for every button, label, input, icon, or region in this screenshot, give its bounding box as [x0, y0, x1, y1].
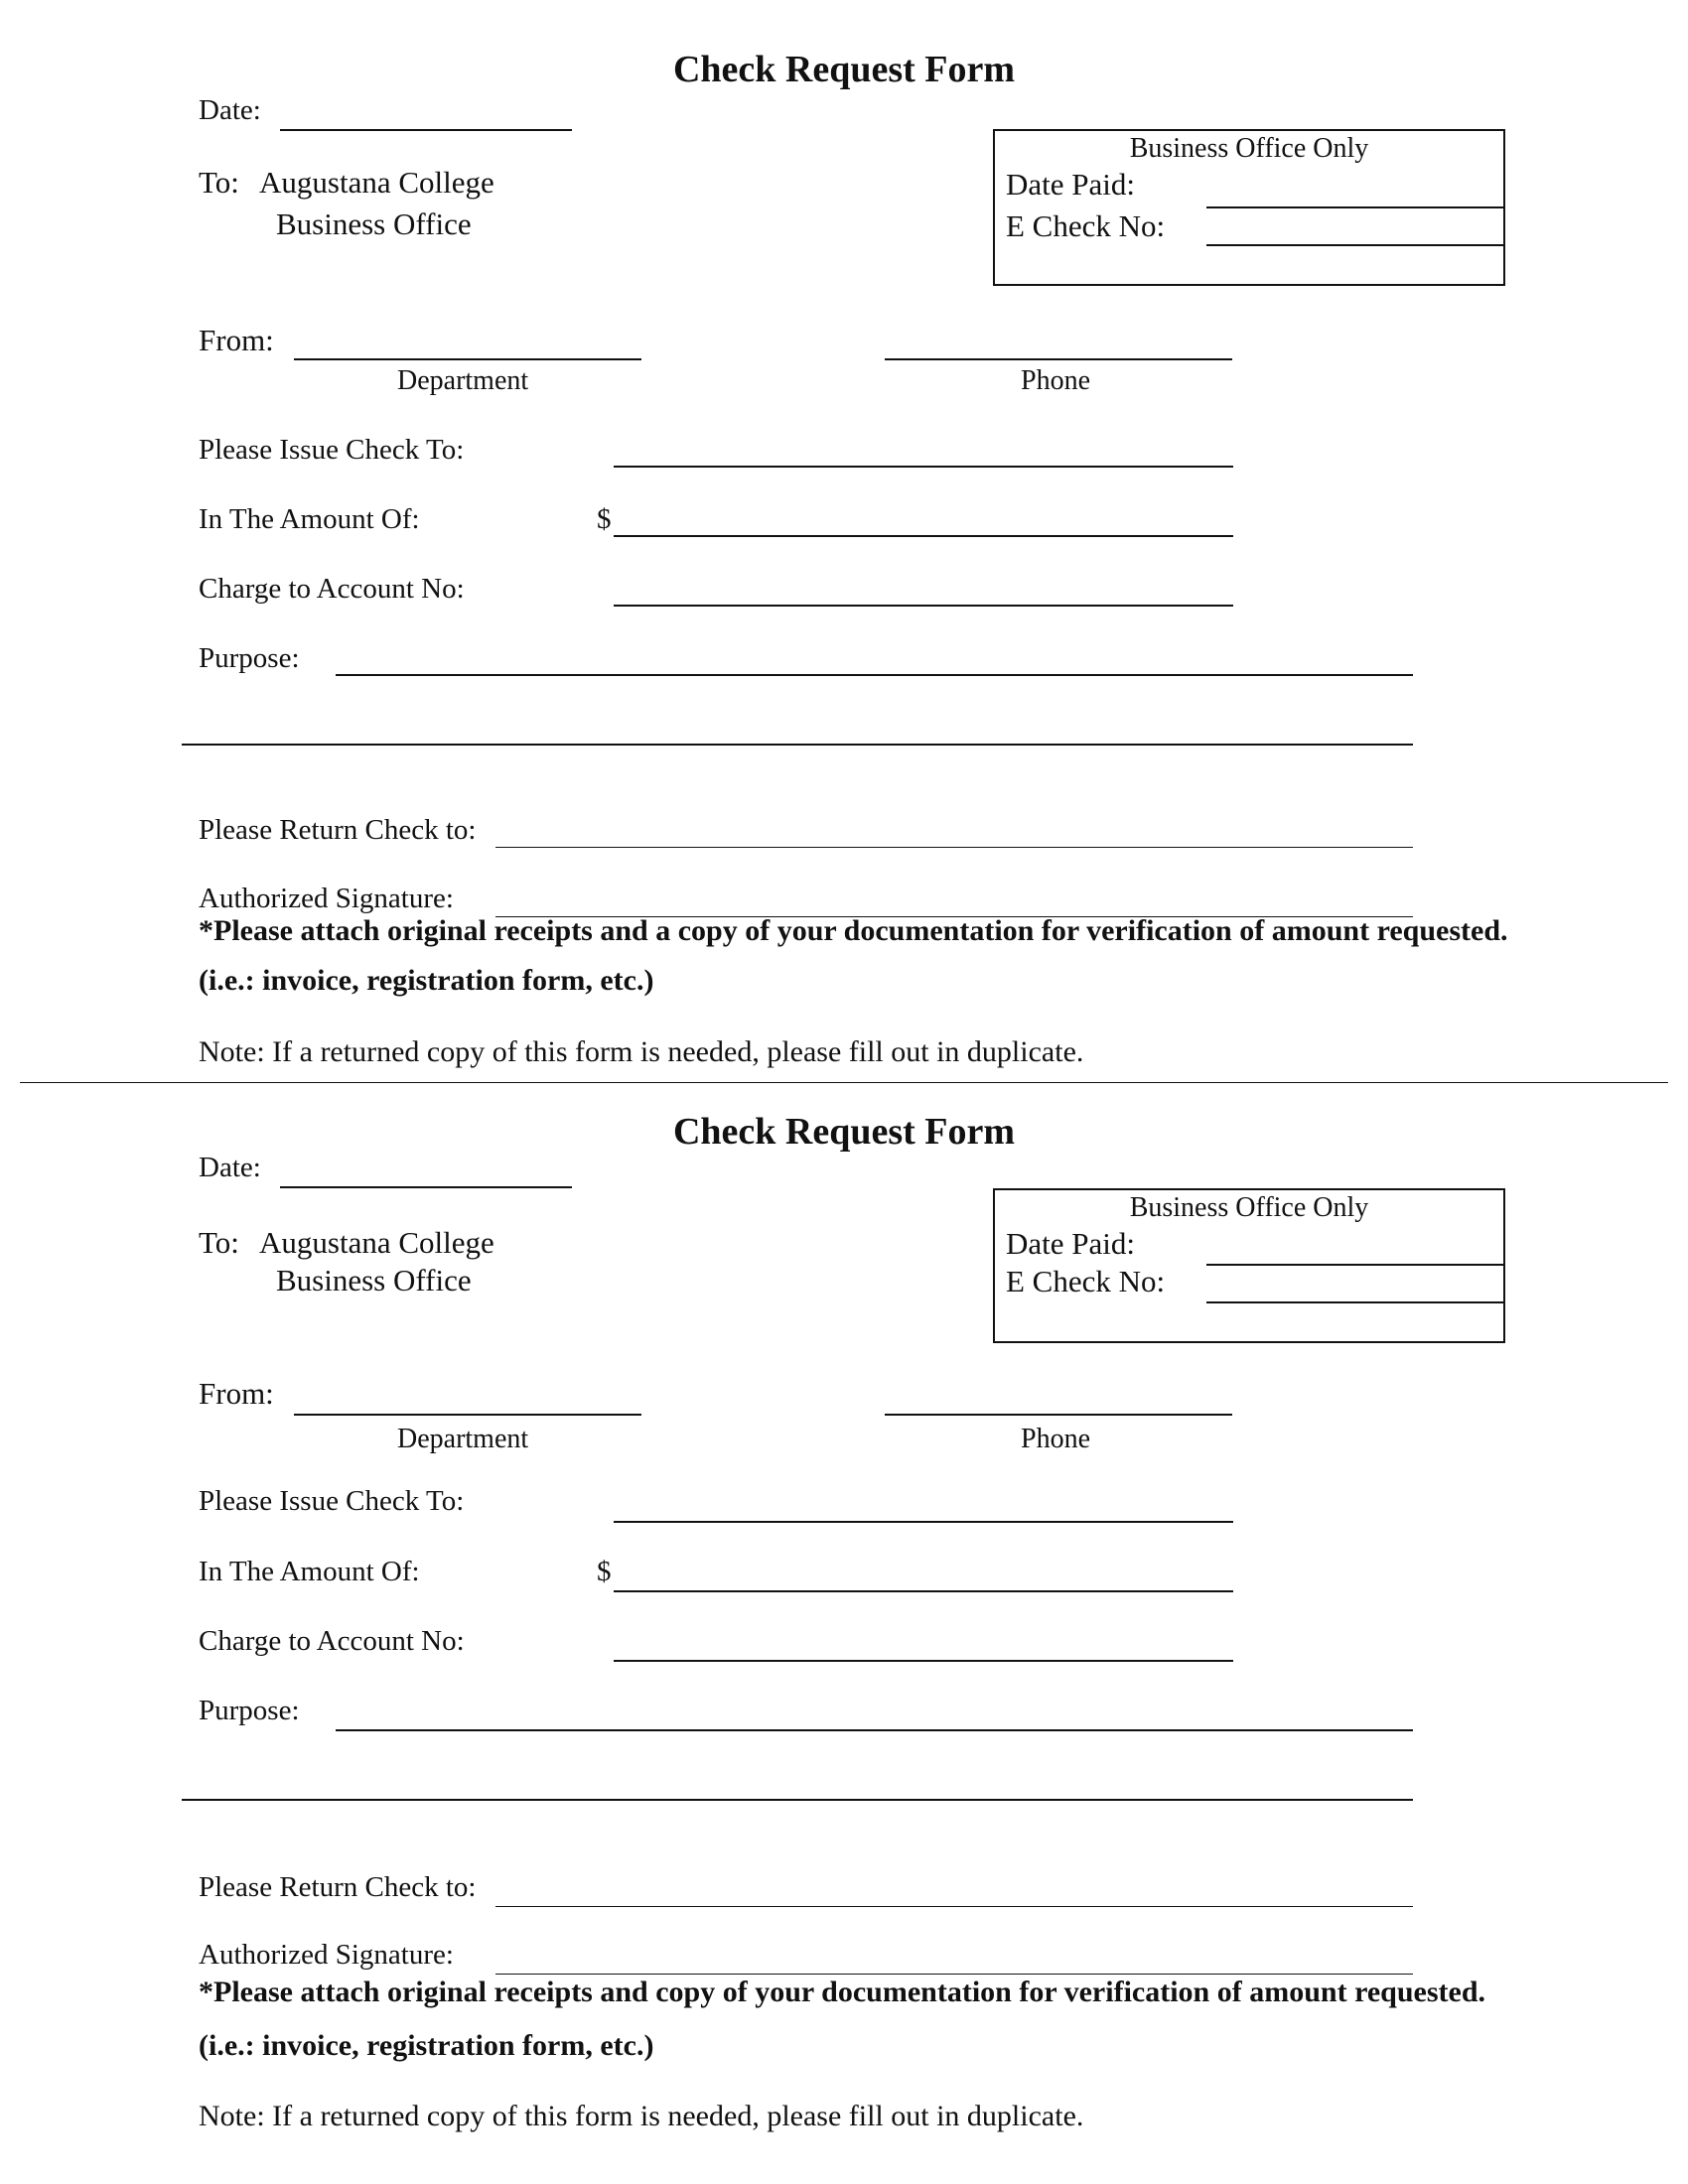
- from-label: From:: [199, 323, 274, 357]
- date-paid-label: Date Paid:: [1006, 167, 1135, 202]
- date-paid-field[interactable]: [1206, 206, 1503, 208]
- office-box-title: Business Office Only: [1129, 133, 1369, 164]
- department-field[interactable]: [294, 1414, 641, 1416]
- signature-label: Authorized Signature:: [199, 1939, 454, 1971]
- to-recipient-office: Business Office: [276, 1263, 472, 1297]
- issue-to-label: Please Issue Check To:: [199, 1485, 465, 1517]
- issue-to-label: Please Issue Check To:: [199, 434, 465, 466]
- purpose-field-line-2[interactable]: [182, 1799, 1413, 1801]
- phone-caption: Phone: [1021, 365, 1090, 396]
- purpose-label: Purpose:: [199, 642, 300, 674]
- department-field[interactable]: [294, 358, 641, 360]
- signature-field[interactable]: [495, 1974, 1413, 1975]
- issue-to-field[interactable]: [614, 466, 1233, 468]
- account-field[interactable]: [614, 605, 1233, 607]
- to-recipient-name: Augustana College: [259, 1225, 494, 1260]
- amount-field[interactable]: [614, 1590, 1233, 1592]
- office-box-title: Business Office Only: [1129, 1192, 1369, 1223]
- currency-symbol: $: [597, 1556, 612, 1587]
- account-label: Charge to Account No:: [199, 573, 465, 605]
- return-field[interactable]: [495, 1906, 1413, 1907]
- amount-field[interactable]: [614, 535, 1233, 537]
- business-office-only-box: [993, 1188, 1505, 1343]
- issue-to-field[interactable]: [614, 1521, 1233, 1523]
- date-label: Date:: [199, 94, 261, 126]
- from-label: From:: [199, 1376, 274, 1411]
- to-label: To:: [199, 165, 239, 200]
- return-label: Please Return Check to:: [199, 814, 477, 846]
- attach-receipts-note: *Please attach original receipts and copy of your documentation for verification of amount requested.: [199, 1976, 1486, 2008]
- amount-label: In The Amount Of:: [199, 1556, 420, 1587]
- echeck-label: E Check No:: [1006, 1264, 1166, 1298]
- purpose-field-line-2[interactable]: [182, 744, 1413, 746]
- phone-field[interactable]: [885, 1414, 1232, 1416]
- echeck-label: E Check No:: [1006, 208, 1166, 243]
- return-field[interactable]: [495, 847, 1413, 848]
- date-paid-label: Date Paid:: [1006, 1226, 1135, 1261]
- echeck-field[interactable]: [1206, 1301, 1503, 1303]
- date-paid-field[interactable]: [1206, 1264, 1503, 1266]
- form-title: Check Request Form: [672, 1111, 1016, 1153]
- check-request-form-1: [0, 0, 1688, 1068]
- account-field[interactable]: [614, 1660, 1233, 1662]
- date-field[interactable]: [280, 1186, 572, 1188]
- currency-symbol: $: [597, 503, 612, 535]
- signature-label: Authorized Signature:: [199, 883, 454, 914]
- duplicate-note: Note: If a returned copy of this form is needed, please fill out in duplicate.: [199, 2100, 1084, 2132]
- return-label: Please Return Check to:: [199, 1871, 477, 1903]
- account-label: Charge to Account No:: [199, 1625, 465, 1657]
- amount-label: In The Amount Of:: [199, 503, 420, 535]
- attach-receipts-note: *Please attach original receipts and a copy of your documentation for verification of amount requested.: [199, 914, 1508, 947]
- business-office-only-box: [993, 129, 1505, 286]
- department-caption: Department: [397, 365, 529, 396]
- date-field[interactable]: [280, 129, 572, 131]
- date-label: Date:: [199, 1152, 261, 1183]
- check-request-form-2: [0, 1062, 1688, 2132]
- example-documents-note: (i.e.: invoice, registration form, etc.): [199, 2029, 654, 2062]
- to-label: To:: [199, 1225, 239, 1260]
- form-title: Check Request Form: [672, 49, 1016, 90]
- duplicate-note: Note: If a returned copy of this form is needed, please fill out in duplicate.: [199, 1035, 1084, 1068]
- echeck-field[interactable]: [1206, 244, 1503, 246]
- department-caption: Department: [397, 1424, 529, 1454]
- phone-field[interactable]: [885, 358, 1232, 360]
- purpose-label: Purpose:: [199, 1695, 300, 1726]
- purpose-field-line-1[interactable]: [336, 1729, 1413, 1731]
- to-recipient-name: Augustana College: [259, 165, 494, 200]
- phone-caption: Phone: [1021, 1424, 1090, 1454]
- example-documents-note: (i.e.: invoice, registration form, etc.): [199, 964, 654, 997]
- purpose-field-line-1[interactable]: [336, 674, 1413, 676]
- to-recipient-office: Business Office: [276, 206, 472, 241]
